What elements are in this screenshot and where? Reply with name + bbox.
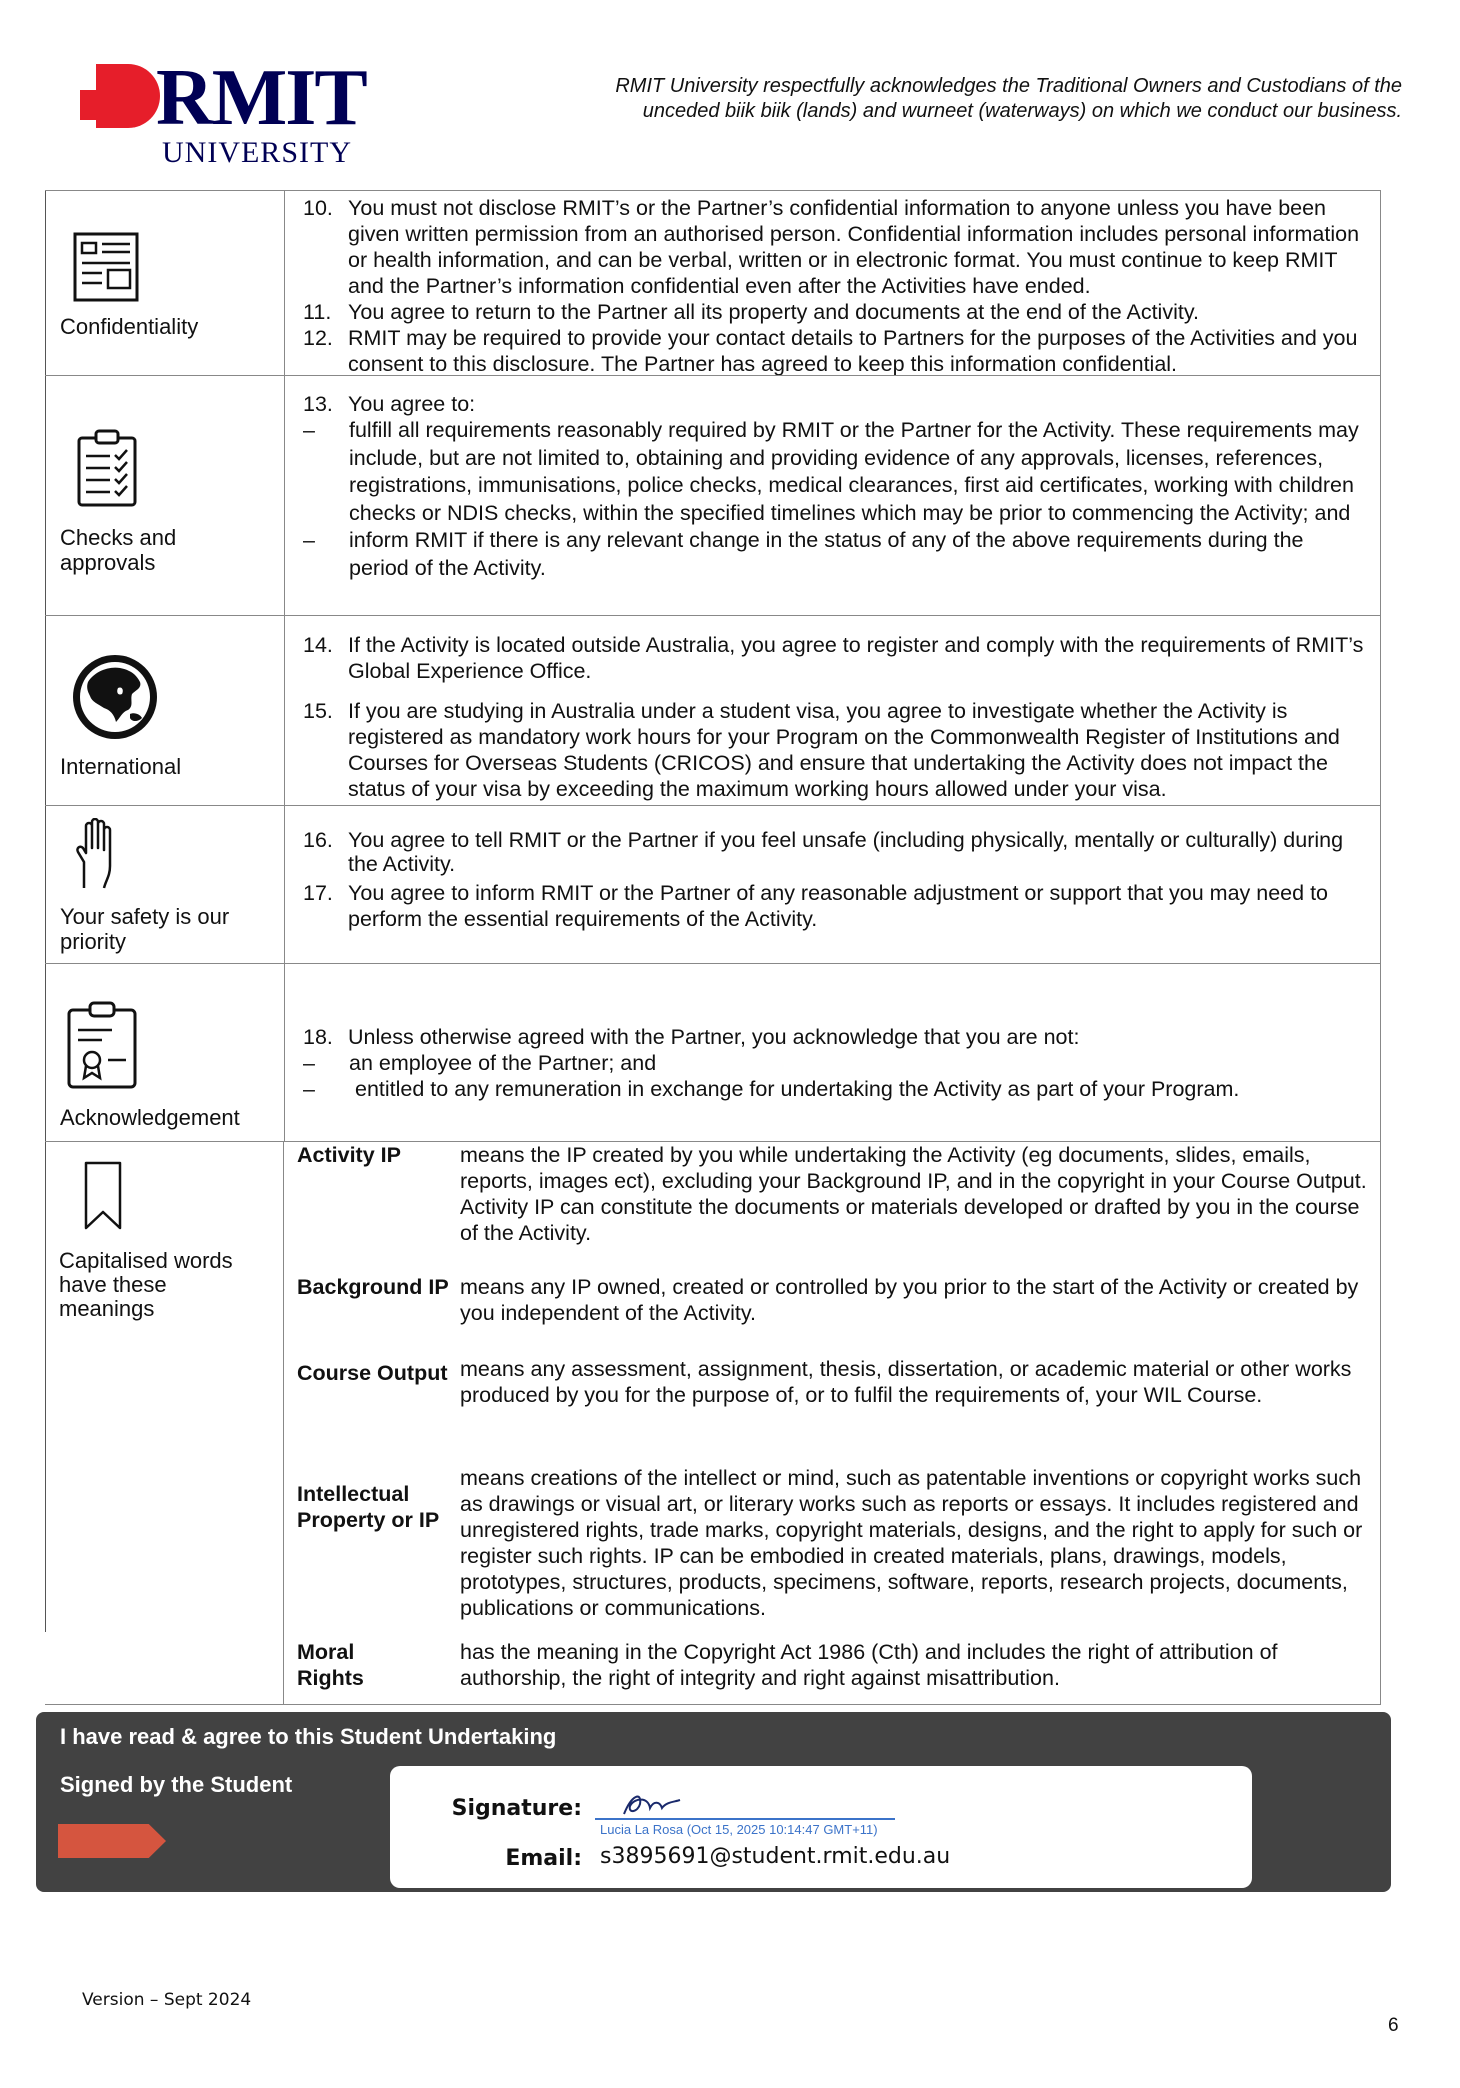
clause-10: 10. You must not disclose RMIT’s or the Partner’s confidential information to anyone unless you have been given written permission from an authorised person. Confidential information includes personal information or health information, and can be verbal, written or in electronic format. You must continue to keep RMIT and the Partner’s information confidential even after the Activities have ended. — [303, 196, 1360, 298]
logo-wordmark: RMIT — [156, 54, 366, 142]
clause-13: 13. You agree to: — [303, 392, 476, 416]
list-item: – inform RMIT if there is any relevant change in the status of any of the above requirements during the period of the Activity. — [303, 528, 1304, 580]
row-confidentiality — [45, 190, 1381, 376]
list-item: – an employee of the Partner; and — [303, 1051, 657, 1075]
clause-18: 18. Unless otherwise agreed with the Partner, you acknowledge that you are not: — [303, 1025, 1080, 1049]
clause-15: 15. If you are studying in Australia under a student visa, you agree to investigate whether the Activity is registered as mandatory work hours for your Program on the Commonwealth Register of Institutions and Courses for Overseas Students (CRICOS) and ensure that undertaking the Activity does not impact the status of your visa by exceeding the maximum working hours allowed under your visa. — [303, 699, 1340, 801]
definition-course-output: Course Output means any assessment, assignment, thesis, dissertation, or academic material or other works produced by you for the purpose of, or to fulfil the requirements of, your WIL Course. — [297, 1357, 1352, 1407]
clause-11: 11. You agree to return to the Partner all its property and documents at the end of the Activity. — [303, 300, 1199, 324]
globe-icon — [70, 652, 160, 742]
signature-line — [595, 1818, 895, 1820]
section-label: International — [60, 754, 182, 779]
email-value[interactable]: s3895691@student.rmit.edu.au — [600, 1844, 951, 1869]
agreement-heading: I have read & agree to this Student Undertaking — [60, 1724, 557, 1749]
logo-subtitle: UNIVERSITY — [162, 136, 352, 169]
signature-box — [390, 1766, 1252, 1888]
section-label: Checks and approvals — [60, 525, 177, 575]
section-label: Your safety is our priority — [60, 904, 230, 954]
acknowledgement-of-country: RMIT University respectfully acknowledges the Traditional Owners and Custodians of the unceded biik biik (lands) and wurneet (waterways) on which we conduct our business. — [615, 75, 1402, 122]
rmit-logo — [80, 54, 370, 172]
certificate-clipboard-icon — [66, 1000, 138, 1090]
clause-12: 12. RMIT may be required to provide your contact details to Partners for the purposes of the Activities and you consent to this disclosure. The Partner has agreed to keep this information confidential. — [303, 326, 1358, 376]
version-text: Version – Sept 2024 — [82, 1990, 252, 2010]
signed-by-label: Signed by the Student — [60, 1772, 293, 1797]
definition-moral-rights: Moral Rights has the meaning in the Copyright Act 1986 (Cth) and includes the right of attribution of authorship, the right of integrity and right against misattribution. — [297, 1640, 1278, 1690]
section-label: Capitalised words have these meanings — [59, 1248, 233, 1321]
list-item: – fulfill all requirements reasonably required by RMIT or the Partner for the Activity. These requirements may include, but are not limited to, obtaining and providing evidence of any approvals, licenses, references, registrations, immunisations, police checks, medical clearances, first aid certificates, working with children checks or NDIS checks, within the specified timelines which may be prior to commencing the Activity; and — [303, 418, 1359, 525]
signature-label: Signature: — [451, 1796, 582, 1821]
signature-panel — [36, 1712, 1391, 1892]
hand-icon — [72, 818, 128, 892]
row-definitions — [45, 1141, 1381, 1705]
arrow-pointer-icon — [58, 1824, 166, 1858]
signature-caption: Lucia La Rosa (Oct 15, 2025 10:14:47 GMT+11) — [600, 1822, 878, 1837]
bookmark-icon — [83, 1160, 123, 1232]
row-acknowledgement — [45, 963, 1381, 1142]
row-checks-and-approvals — [45, 375, 1381, 616]
list-item: – entitled to any remuneration in exchange for undertaking the Activity as part of your Program. — [303, 1077, 1240, 1101]
section-label: Confidentiality — [60, 314, 199, 339]
newspaper-icon — [72, 231, 140, 303]
row-international — [45, 615, 1381, 806]
row-safety — [45, 805, 1381, 964]
handwritten-signature[interactable] — [620, 1790, 684, 1820]
clause-14: 14. If the Activity is located outside Australia, you agree to register and comply with the requirements of RMIT’s Global Experience Office. — [303, 633, 1364, 683]
clause-17: 17. You agree to inform RMIT or the Partner of any reasonable adjustment or support that you may need to perform the essential requirements of the Activity. — [303, 881, 1329, 931]
definition-intellectual-property: Intellectual Property or IP means creations of the intellect or mind, such as patentable inventions or copyright works such as drawings or visual art, or literary works such as reports or essays. It includes registered and unregistered rights, trade marks, copyright materials, designs, and the right to apply for such or register such rights. IP can be embodied in created materials, plans, drawings, models, prototypes, structures, products, specimens, software, reports, research projects, documents, publications or communications. — [297, 1466, 1363, 1620]
clause-16: 16. You agree to tell RMIT or the Partner if you feel unsafe (including physically, mentally or culturally) during the Activity. — [303, 828, 1344, 876]
definition-background-ip: Background IP means any IP owned, created or controlled by you prior to the start of the Activity or created by you independent of the Activity. — [297, 1275, 1359, 1325]
page-number: 6 — [1388, 2015, 1399, 2036]
email-label: Email: — [505, 1846, 582, 1871]
section-label: Acknowledgement — [60, 1105, 240, 1130]
definition-activity-ip: Activity IP means the IP created by you while undertaking the Activity (eg documents, slides, emails, reports, images ect), excluding your Background IP, and in the copyright in your Course Output. Activity IP can constitute the documents or materials developed or drafted by you in the course of the Activity. — [297, 1143, 1367, 1245]
clipboard-checklist-icon — [76, 428, 138, 508]
